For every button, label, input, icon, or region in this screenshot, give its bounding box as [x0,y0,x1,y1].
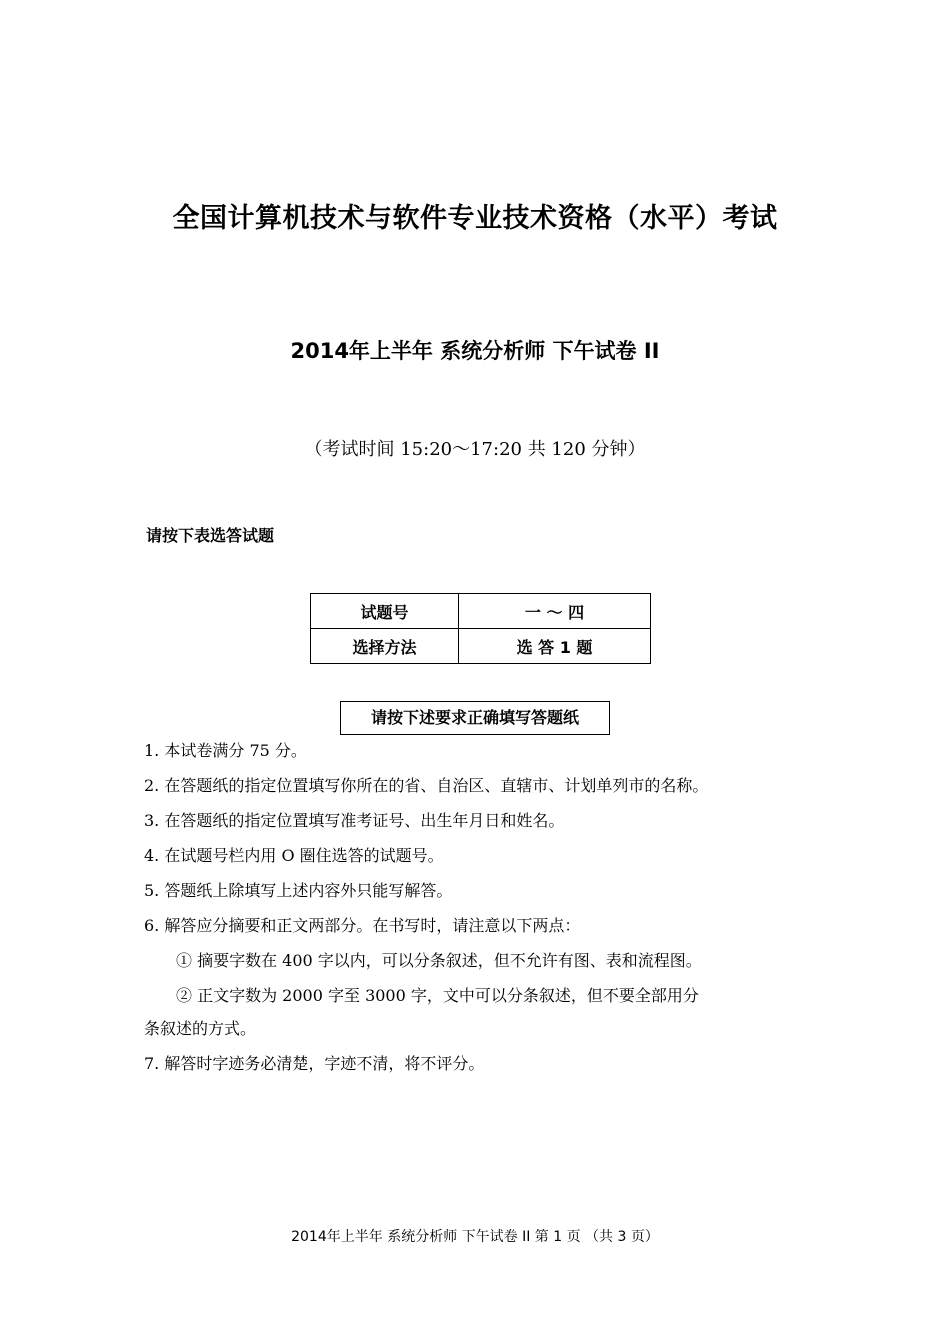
rule-subitem: ② 正文字数为 2000 字至 3000 字，文中可以分条叙述，但不要全部用分 [176,986,699,1005]
table-row [311,629,651,664]
main-title: 全国计算机技术与软件专业技术资格（水平）考试 [172,203,778,234]
sub-title: 2014年上半年 系统分析师 下午试卷 II [290,339,660,363]
rule-item: 1. 本试卷满分 75 分。 [144,741,307,760]
rule-subitem-continuation: 条叙述的方式。 [144,1019,257,1038]
table-row [311,594,651,629]
rules-list [144,739,824,1087]
question-selection-table [310,593,651,664]
table-cell-value: 选 答 1 题 [459,629,651,664]
rule-item: 5. 答题纸上除填写上述内容外只能写解答。 [144,881,453,900]
table-cell-value: 一 ～ 四 [459,594,651,629]
page-footer: 2014年上半年 系统分析师 下午试卷 II 第 1 页 （共 3 页） [291,1229,659,1245]
rule-item: 2. 在答题纸的指定位置填写你所在的省、自治区、直辖市、计划单列市的名称。 [144,776,709,795]
instruction-heading: 请按下表选答试题 [146,526,275,545]
rule-item: 4. 在试题号栏内用 O 圈住选答的试题号。 [144,846,444,865]
rule-item: 7. 解答时字迹务必清楚，字迹不清，将不评分。 [144,1054,485,1073]
rule-subitem: ① 摘要字数在 400 字以内，可以分条叙述，但不允许有图、表和流程图。 [176,951,702,970]
table-cell-label: 选择方法 [311,629,459,664]
rule-item: 6. 解答应分摘要和正文两部分。在书写时，请注意以下两点： [144,916,581,935]
answer-sheet-instruction-box: 请按下述要求正确填写答题纸 [340,701,610,735]
exam-time: （考试时间 15:20～17:20 共 120 分钟） [304,439,646,460]
table-cell-label: 试题号 [311,594,459,629]
rule-item: 3. 在答题纸的指定位置填写准考证号、出生年月日和姓名。 [144,811,565,830]
